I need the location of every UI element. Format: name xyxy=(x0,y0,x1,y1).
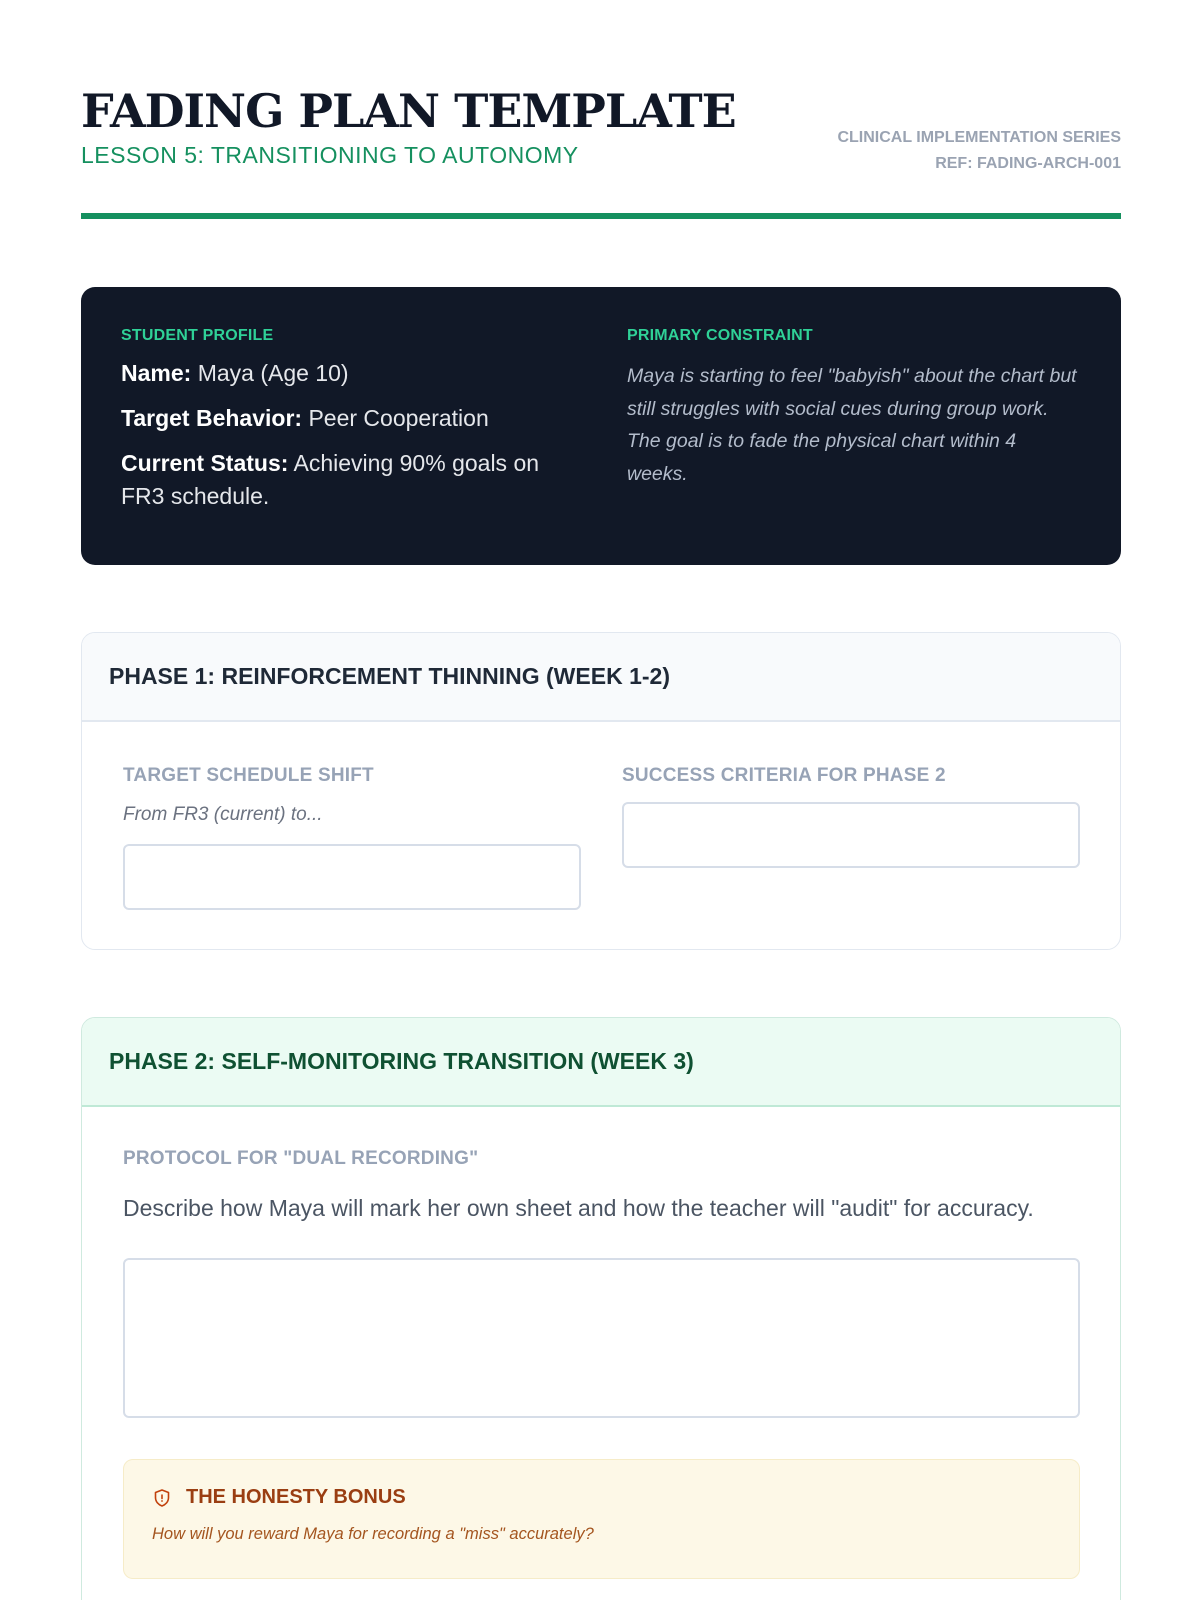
phase-2-header xyxy=(82,1018,1120,1107)
success-criteria-field xyxy=(622,765,1080,868)
dual-recording-field xyxy=(123,1148,1080,1579)
student-profile-card xyxy=(81,287,1121,565)
name-label: Name: xyxy=(121,360,192,386)
profile-target-behavior xyxy=(121,402,581,435)
target-schedule-label: TARGET SCHEDULE SHIFT xyxy=(123,765,374,786)
fading-plan-page xyxy=(81,0,1121,1543)
target-schedule-hint: From FR3 (current) to... xyxy=(123,804,323,825)
name-value: Maya (Age 10) xyxy=(191,360,349,386)
shield-icon xyxy=(152,1488,172,1508)
constraint-heading: PRIMARY CONSTRAINT xyxy=(627,327,813,344)
page-title: FADING PLAN TEMPLATE xyxy=(81,84,736,138)
constraint-text: Maya is starting to feel "babyish" about the chart but still struggles with social cues during group work. The goal is to fade the physical chart within 4 weeks. xyxy=(627,365,1077,485)
target-schedule-field xyxy=(123,765,581,910)
dual-recording-input[interactable] xyxy=(123,1258,1080,1418)
reference-code: REF: FADING-ARCH-001 xyxy=(935,155,1121,172)
honesty-bonus-title: THE HONESTY BONUS xyxy=(186,1486,406,1508)
document-meta xyxy=(837,125,1121,177)
student-profile xyxy=(121,327,581,513)
phase-1-card xyxy=(81,632,1121,950)
status-label: Current Status: xyxy=(121,450,289,476)
honesty-bonus-header xyxy=(152,1486,1051,1509)
profile-name xyxy=(121,357,581,390)
success-criteria-input[interactable] xyxy=(622,802,1080,868)
series-label: CLINICAL IMPLEMENTATION SERIES xyxy=(837,129,1121,146)
document-header xyxy=(81,0,1121,221)
behavior-value: Peer Cooperation xyxy=(302,405,489,431)
primary-constraint xyxy=(627,327,1081,490)
profile-heading: STUDENT PROFILE xyxy=(121,327,274,344)
dual-recording-label: PROTOCOL FOR "DUAL RECORDING" xyxy=(123,1148,479,1169)
dual-recording-description: Describe how Maya will mark her own sheet and how the teacher will "audit" for accuracy. xyxy=(123,1195,1034,1221)
honesty-bonus-question: How will you reward Maya for recording a "miss" accurately? xyxy=(152,1525,594,1543)
phase-1-header xyxy=(82,633,1120,722)
status-value: Achieving 90% goals on FR3 schedule. xyxy=(121,450,540,509)
phase-2-title: PHASE 2: SELF-MONITORING TRANSITION (WEEK 3) xyxy=(109,1048,694,1074)
success-criteria-label: SUCCESS CRITERIA FOR PHASE 2 xyxy=(622,765,946,786)
honesty-bonus-callout xyxy=(123,1459,1080,1579)
profile-current-status xyxy=(121,447,581,513)
target-schedule-input[interactable] xyxy=(123,844,581,910)
phase-1-title: PHASE 1: REINFORCEMENT THINNING (WEEK 1-2) xyxy=(109,663,670,689)
behavior-label: Target Behavior: xyxy=(121,405,303,431)
header-divider xyxy=(81,213,1121,219)
page-subtitle: LESSON 5: TRANSITIONING TO AUTONOMY xyxy=(81,142,579,168)
phase-2-card xyxy=(81,1017,1121,1600)
